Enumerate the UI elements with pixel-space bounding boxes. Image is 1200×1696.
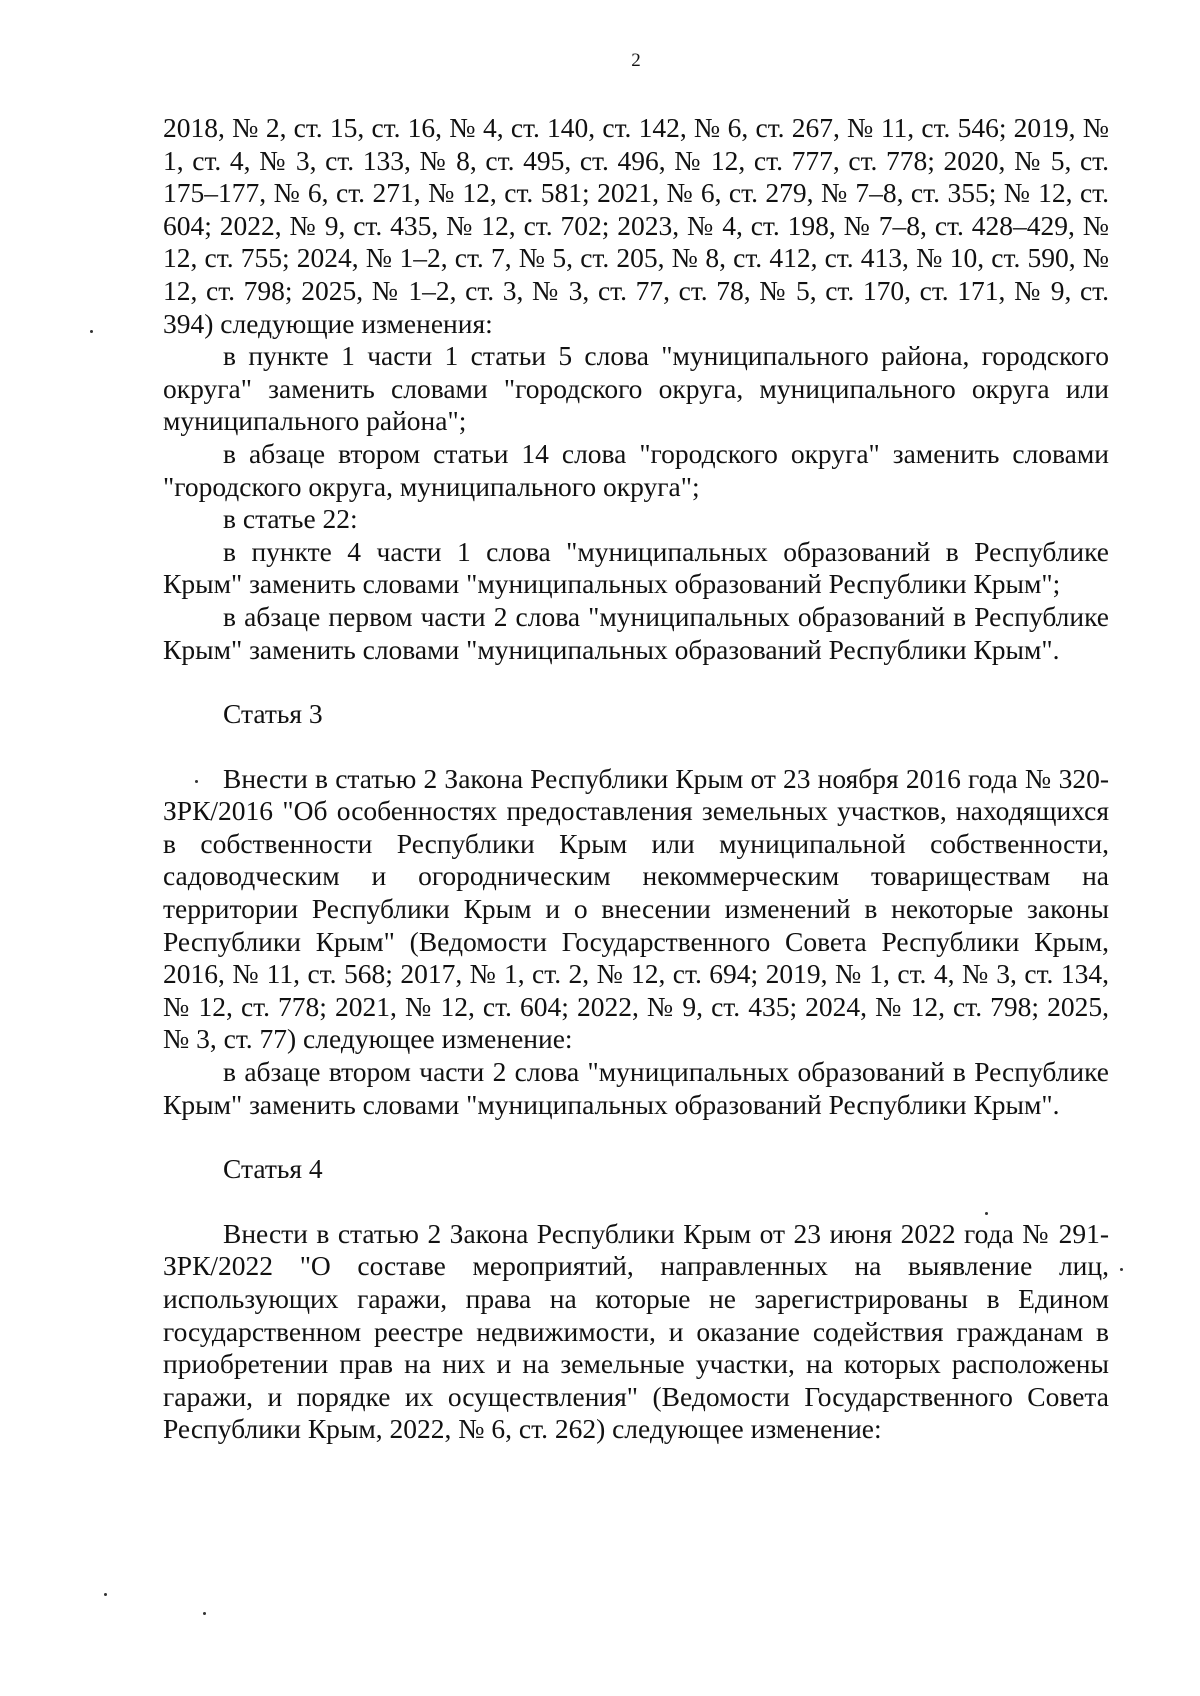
document-body <box>163 112 1109 1446</box>
article-3-paragraph-amendment: в абзаце втором части 2 слова "муниципальных образований в Республике Крым" заменить словами "муниципальных образований Республики Крым". <box>163 1056 1109 1120</box>
scan-speck <box>985 1212 988 1215</box>
scan-speck <box>104 1593 107 1596</box>
paragraph-amendment-article-5: в пункте 1 части 1 статьи 5 слова "муниципального района, городского округа" заменить словами "городского округа, муниципального округа или муниципального района"; <box>163 340 1109 437</box>
paragraph-continuation: 2018, № 2, ст. 15, ст. 16, № 4, ст. 140, ст. 142, № 6, ст. 267, № 11, ст. 546; 2019, № 1, ст. 4, № 3, ст. 133, № 8, ст. 495, ст. 496, № 12, ст. 777, ст. 778; 2020, № 5, ст. 175–177, № 6, ст. 271, № 12, ст. 581; 2021, № 6, ст. 279, № 7–8, ст. 355; № 12, ст. 604; 2022, № 9, ст. 435, № 12, ст. 702; 2023, № 4, ст. 198, № 7–8, ст. 428–429, № 12, ст. 755; 2024, № 1–2, ст. 7, № 5, ст. 205, № 8, ст. 412, ст. 413, № 10, ст. 590, № 12, ст. 798; 2025, № 1–2, ст. 3, № 3, ст. 77, ст. 78, № 5, ст. 170, ст. 171, № 9, ст. 394) следующие изменения: <box>163 112 1109 339</box>
scan-speck <box>90 330 93 333</box>
paragraph-amendment-article-22-part-1: в пункте 4 части 1 слова "муниципальных образований в Республике Крым" заменить словами "муниципальных образований Республики Крым"; <box>163 535 1109 600</box>
scan-speck <box>203 1612 206 1615</box>
scan-speck <box>1120 1268 1123 1271</box>
article-4-heading: Статья 4 <box>223 1153 323 1185</box>
article-3-paragraph-main: Внести в статью 2 Закона Республики Крым от 23 ноября 2016 года № 320-ЗРК/2016 "Об особенностях предоставления земельных участков, находящихся в собственности Республики Крым или муниципальной собственности, садоводческим и огородническим некоммерческим товариществам на территории Республики Крым и о внесении изменений в некоторые законы Республики Крым" (Ведомости Государственного Совета Республики Крым, 2016, № 11, ст. 568; 2017, № 1, ст. 2, № 12, ст. 694; 2019, № 1, ст. 4, № 3, ст. 134, № 12, ст. 778; 2021, № 12, ст. 604; 2022, № 9, ст. 435; 2024, № 12, ст. 798; 2025, № 3, ст. 77) следующее изменение: <box>163 762 1109 1055</box>
paragraph-amendment-article-14: в абзаце втором статьи 14 слова "городского округа" заменить словами "городского округа, муниципального округа"; <box>163 437 1109 502</box>
article-4-paragraph-main: Внести в статью 2 Закона Республики Крым от 23 июня 2022 года № 291-ЗРК/2022 "О составе мероприятий, направленных на выявление лиц, использующих гаражи, права на которые не зарегистрированы в Едином государственном реестре недвижимости, и оказание содействия гражданам в приобретении прав на них и на земельные участки, на которых расположены гаражи, и порядке их осуществления" (Ведомости Государственного Совета Республики Крым, 2022, № 6, ст. 262) следующее изменение: <box>163 1217 1109 1445</box>
scan-speck <box>195 780 198 783</box>
paragraph-article-22-intro: в статье 22: <box>223 503 358 535</box>
page-number: 2 <box>631 50 641 71</box>
paragraph-amendment-article-22-part-2: в абзаце первом части 2 слова "муниципальных образований в Республике Крым" заменить словами "муниципальных образований Республики Крым". <box>163 600 1109 665</box>
article-3-heading: Статья 3 <box>223 698 323 730</box>
